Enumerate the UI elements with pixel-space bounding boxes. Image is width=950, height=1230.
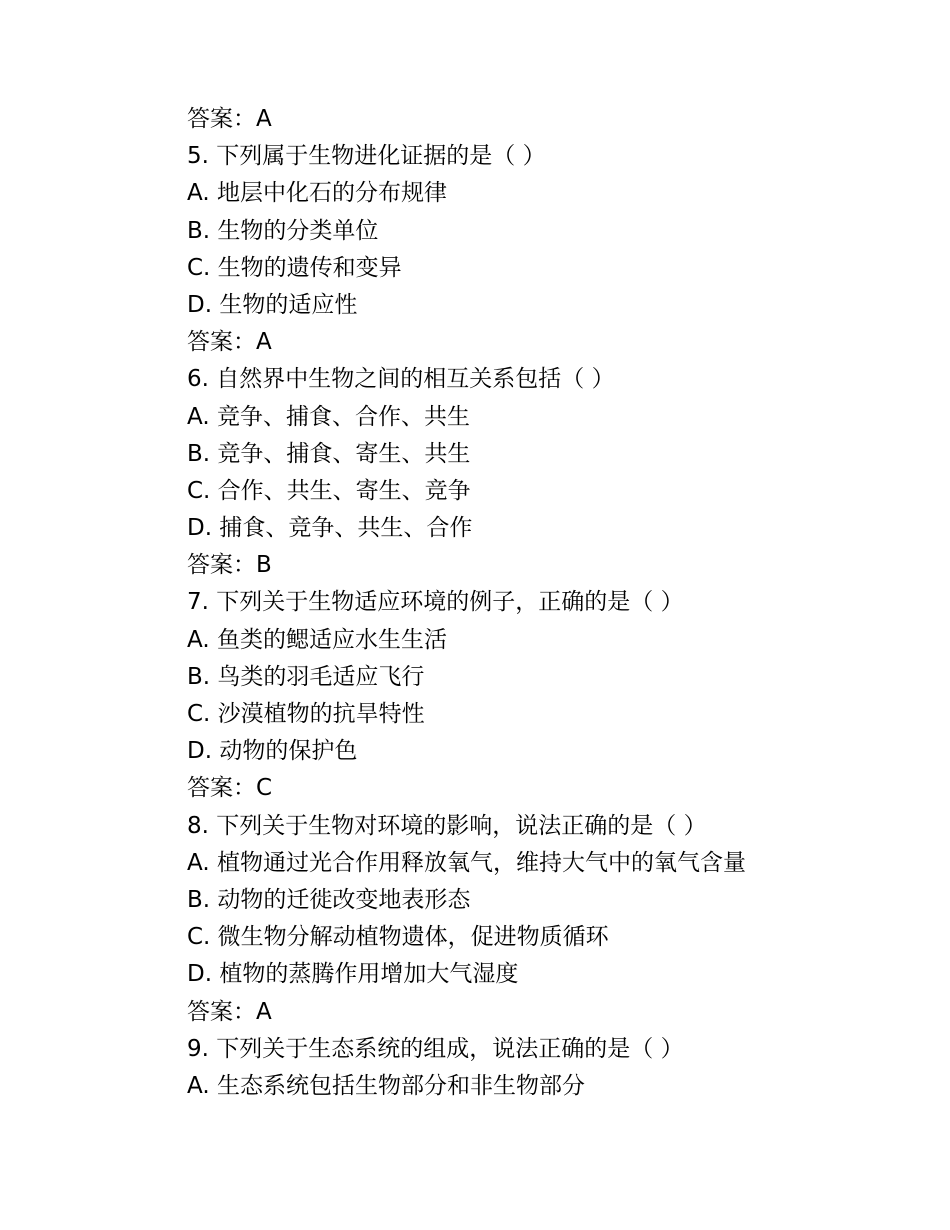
option-line: D. 植物的蒸腾作用增加大气湿度 [187, 961, 519, 988]
option-line: B. 鸟类的羽毛适应飞行 [187, 663, 425, 690]
question-5: 5. 下列属于生物进化证据的是（ ） [187, 143, 546, 170]
option-line: C. 合作、共生、寄生、竞争 [187, 477, 471, 504]
document-body [187, 101, 907, 1105]
option-line: A. 鱼类的鳃适应水生生活 [187, 626, 447, 653]
option-line: C. 生物的遗传和变异 [187, 254, 402, 281]
answer-line: 答案：A [187, 329, 272, 356]
answer-line: 答案：A [187, 106, 272, 132]
option-line: A. 地层中化石的分布规律 [187, 180, 447, 207]
question-9: 9. 下列关于生态系统的组成，说法正确的是（ ） [187, 1035, 684, 1062]
option-line: D. 动物的保护色 [187, 738, 358, 765]
option-line: C. 微生物分解动植物遗体，促进物质循环 [187, 924, 609, 951]
option-line: B. 动物的迁徙改变地表形态 [187, 886, 471, 913]
question-8: 8. 下列关于生物对环境的影响，说法正确的是（ ） [187, 812, 707, 839]
question-6: 6. 自然界中生物之间的相互关系包括（ ） [187, 366, 615, 393]
option-line: A. 植物通过光合作用释放氧气，维持大气中的氧气含量 [187, 849, 746, 876]
question-7: 7. 下列关于生物适应环境的例子，正确的是（ ） [187, 589, 684, 616]
option-line: A. 生态系统包括生物部分和非生物部分 [187, 1072, 585, 1099]
option-line: D. 生物的适应性 [187, 291, 358, 318]
answer-line: 答案：B [187, 552, 272, 579]
option-line: B. 竞争、捕食、寄生、共生 [187, 440, 471, 467]
answer-line: 答案：A [187, 998, 272, 1025]
option-line: D. 捕食、竞争、共生、合作 [187, 515, 473, 542]
answer-line: 答案：C [187, 775, 273, 802]
option-line: A. 竞争、捕食、合作、共生 [187, 403, 470, 430]
option-line: C. 沙漠植物的抗旱特性 [187, 701, 425, 727]
option-line: B. 生物的分类单位 [187, 217, 379, 244]
